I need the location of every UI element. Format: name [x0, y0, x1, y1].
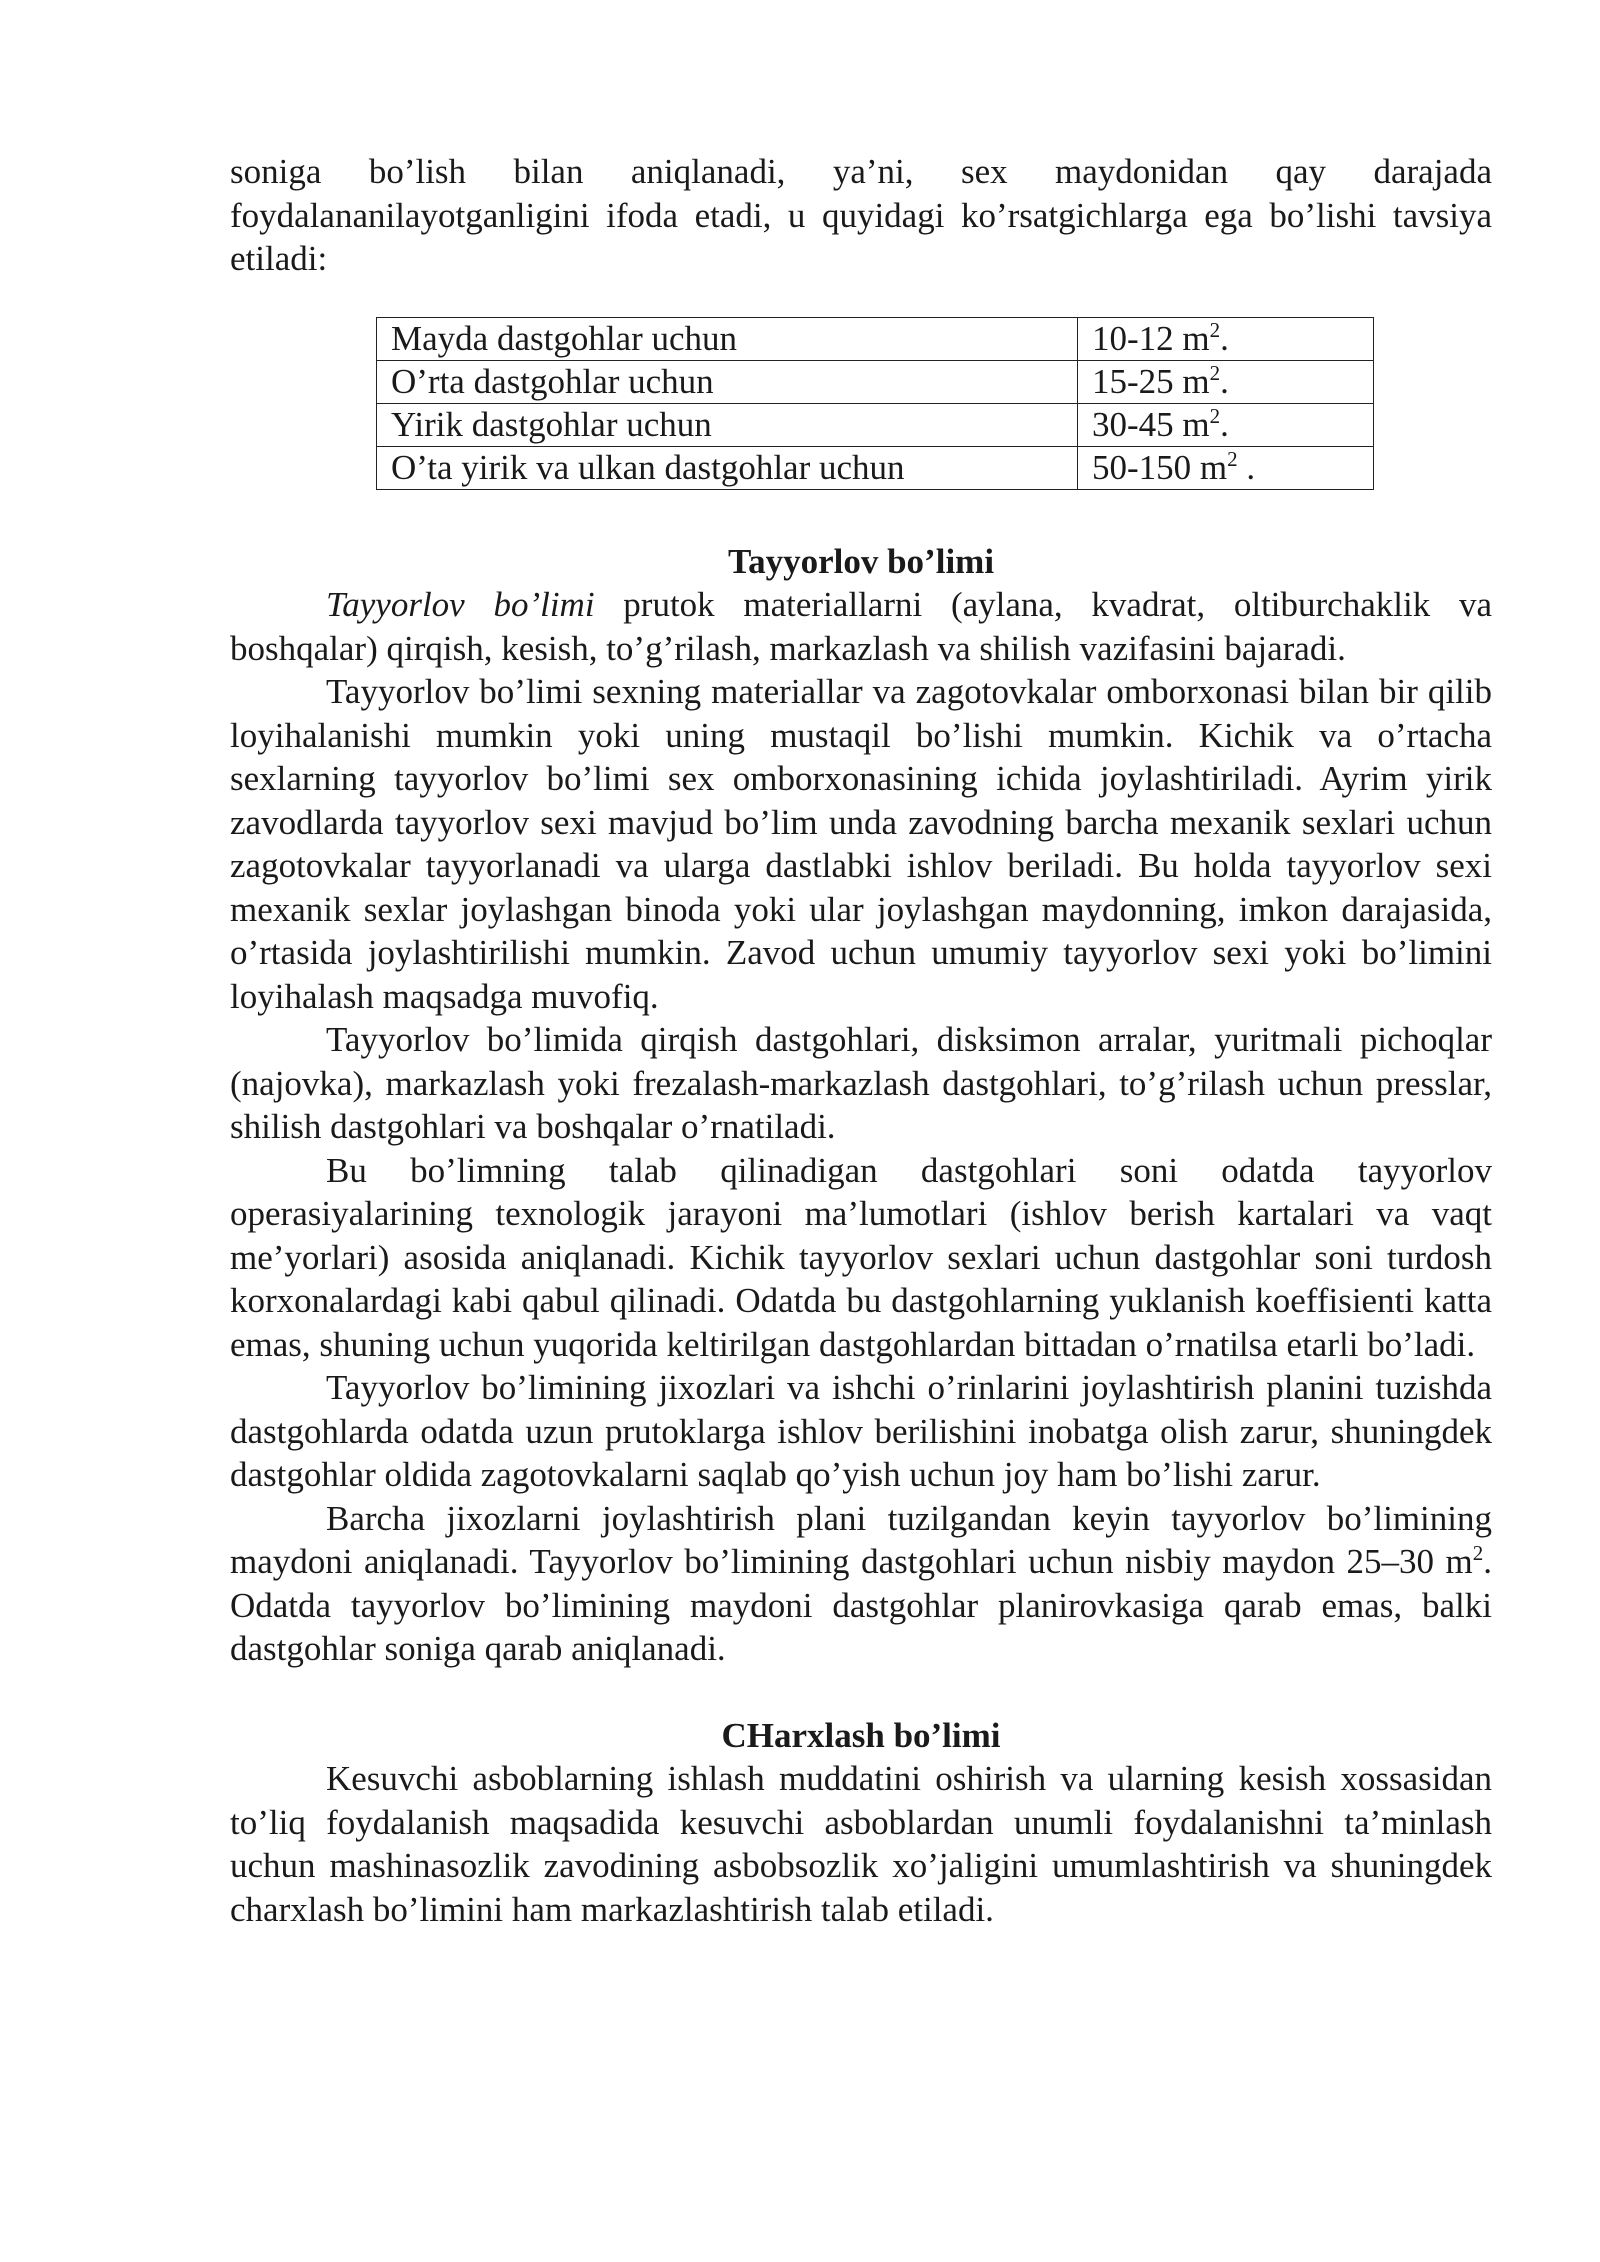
paragraph-text: prutok materiallarni (aylana, kvadrat, oltiburchaklik va boshqalar) qirqish, kesish, to’g’rilash, markazlash va shilish vazifasini bajaradi.	[230, 585, 1492, 668]
area-suffix: .	[1220, 361, 1229, 401]
table-cell-name: Yirik dastgohlar uchun	[377, 403, 1078, 446]
spacer	[230, 1671, 1492, 1714]
area-value: 15-25 m	[1092, 361, 1210, 401]
table-cell-name: O’rta dastgohlar uchun	[377, 360, 1078, 403]
section-heading-charxlash: CHarxlash bo’limi	[721, 1715, 1001, 1755]
paragraph: Tayyorlov bo’limida qirqish dastgohlari, disksimon arralar, yuritmali pichoqlar (najovka), markazlash yoki frezalash-markazlash dastgohlari, to’g’rilash uchun presslar, shilish dastgohlari va boshqalar o’rnatiladi.	[230, 1020, 1492, 1146]
machine-area-table	[376, 317, 1374, 490]
table-cell-value	[1078, 403, 1374, 446]
paragraph-text: . Odatda tayyorlov bo’limining maydoni dastgohlar planirovkasiga qarab emas, balki dastgohlar soniga qarab aniqlanadi.	[230, 1542, 1492, 1668]
area-value: 30-45 m	[1092, 404, 1210, 444]
area-value: 50-150 m	[1092, 447, 1228, 487]
table-row	[377, 317, 1374, 360]
area-exponent: 2	[1209, 317, 1221, 342]
area-suffix: .	[1220, 318, 1229, 358]
paragraph: Kesuvchi asboblarning ishlash muddatini oshirish va ularning kesish xossasidan to’liq foydalanish maqsadida kesuvchi asboblardan unumli foydalanishni ta’minlash uchun mashinasozlik zavodining asbobsozlik xo’jaligini umumlashtirish va shuningdek charxlash bo’limini ham markazlashtirish talab etiladi.	[230, 1759, 1492, 1929]
paragraph	[230, 1497, 1492, 1671]
table-cell-name: O’ta yirik va ulkan dastgohlar uchun	[377, 446, 1078, 489]
area-suffix: .	[1220, 404, 1229, 444]
table-row	[377, 446, 1374, 489]
table-row	[377, 403, 1374, 446]
document-page	[230, 150, 1492, 1931]
paragraph: Tayyorlov bo’limining jixozlari va ishchi o’rinlarini joylashtirish planini tuzishda dastgohlarda odatda uzun prutoklarga ishlov berilishini inobatga olish zarur, shuningdek dastgohlar oldida zagotovkalarni saqlab qo’yish uchun joy ham bo’lishi zarur.	[230, 1368, 1492, 1494]
area-exponent: 2	[1209, 403, 1221, 428]
area-exponent: 2	[1209, 360, 1221, 385]
area-suffix: .	[1237, 447, 1256, 487]
italic-term: Tayyorlov bo’limi	[326, 585, 595, 624]
paragraph-text: Barcha jixozlarni joylashtirish plani tuzilgandan keyin tayyorlov bo’limining maydoni aniqlanadi. Tayyorlov bo’limining dastgohlari uchun nisbiy maydon 25–30 m	[230, 1498, 1492, 1581]
section-heading-tayyorlov: Tayyorlov bo’limi	[727, 541, 995, 581]
table-row	[377, 360, 1374, 403]
table-cell-value	[1078, 360, 1374, 403]
area-exponent: 2	[1227, 446, 1238, 471]
paragraph: Bu bo’limning talab qilinadigan dastgohlari soni odatda tayyorlov operasiyalarining texnologik jarayoni ma’lumotlari (ishlov berish kartalari va vaqt me’yorlari) asosida aniqlanadi. Kichik tayyorlov sexlari uchun dastgohlar soni turdosh korxonalardagi kabi qabul qilinadi. Odatda bu dastgohlarning yuklanish koeffisienti katta emas, shuning uchun yuqorida keltirilgan dastgohlardan bittadan o’rnatilsa etarli bo’ladi.	[230, 1150, 1492, 1364]
paragraph: Tayyorlov bo’limi sexning materiallar va zagotovkalar omborxonasi bilan bir qilib loyihalanishi mumkin yoki uning mustaqil bo’lishi mumkin. Kichik va o’rtacha sexlarning tayyorlov bo’limi sex omborxonasining ichida joylashtiriladi. Ayrim yirik zavodlarda tayyorlov sexi mavjud bo’lim unda zavodning barcha mexanik sexlari uchun zagotovkalar tayyorlanadi va ularga dastlabki ishlov beriladi. Bu holda tayyorlov sexi mexanik sexlar joylashgan binoda yoki ular joylashgan maydonning, imkon darajasida, o’rtasida joylashtirilishi mumkin. Zavod uchun umumiy tayyorlov sexi yoki bo’limini loyihalash maqsadga muvofiq.	[230, 672, 1492, 1016]
paragraph	[230, 583, 1492, 670]
table-cell-value	[1078, 446, 1374, 489]
table-cell-value	[1078, 317, 1374, 360]
area-exponent: 2	[1472, 1541, 1484, 1565]
area-value: 10-12 m	[1092, 318, 1210, 358]
table-cell-name: Mayda dastgohlar uchun	[377, 317, 1078, 360]
intro-paragraph: soniga bo’lish bilan aniqlanadi, ya’ni, sex maydonidan qay darajada foydalananilayotganligini ifoda etadi, u quyidagi ko’rsatgichlarga ega bo’lishi tavsiya etiladi:	[230, 152, 1492, 278]
